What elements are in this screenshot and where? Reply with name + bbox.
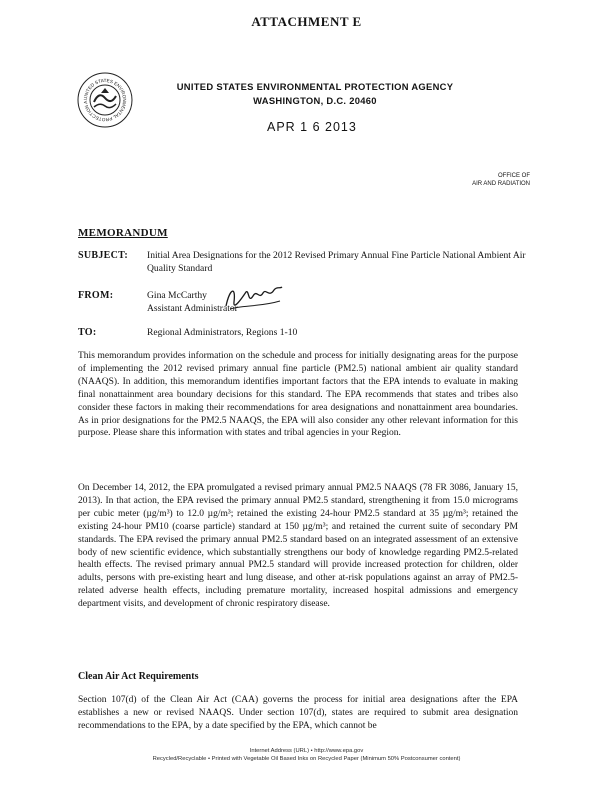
date-stamp: APR 1 6 2013 — [267, 120, 357, 134]
paragraph-section-107d: Section 107(d) of the Clean Air Act (CAA) governs the process for initial area designations after the EPA establishes a new or revised NAAQS. Under section 107(d), states are required to submit area designation recommendations to the EPA, by a date specified by the EPA, which cannot be — [78, 695, 518, 731]
section-heading: Clean Air Act Requirements — [78, 671, 199, 682]
memo-title: MEMORANDUM — [78, 227, 168, 239]
agency-city: WASHINGTON, D.C. 20460 — [253, 95, 377, 106]
attachment-label: ATTACHMENT E — [251, 14, 362, 29]
seal-text: UNITED STATES ENVIRONMENTAL PROTECTION A — [82, 77, 128, 123]
agency-name: UNITED STATES ENVIRONMENTAL PROTECTION AGENCY — [176, 81, 454, 92]
from-title: Assistant Administrator — [147, 302, 238, 314]
to-text: Regional Administrators, Regions 1-10 — [147, 327, 298, 338]
epa-seal-logo — [77, 72, 133, 128]
office-block — [440, 172, 530, 188]
paragraph-background: On December 14, 2012, the EPA promulgated a revised primary annual PM2.5 NAAQS (78 FR 3086, January 15, 2013). In that action, the EPA revised the primary annual PM2.5 standard, strengthening it from 15.0 micrograms per cubic meter (µg/m³) to 12.0 µg/m³; retained the existing 24-hour PM2.5 standard at 35 µg/m³; retained the existing 24-hour PM10 (coarse particle) standard at 150 µg/m³; and retained the current suite of secondary PM standards. The EPA revised the primary annual PM2.5 standard based on an integrated assessment of an extensive body of new scientific evidence, which substantially strengthens our body of knowledge regarding PM2.5-related health effects. The revised primary annual PM2.5 standard will provide increased protection for children, older adults, persons with pre-existing heart and lung disease, and other at-risk populations against an array of PM2.5-related adverse health effects, including premature mortality, increased hospital admissions and emergency department visits, and development of chronic respiratory disease. — [78, 483, 518, 610]
agency-block — [150, 80, 480, 108]
paragraph-intro: This memorandum provides information on the schedule and process for initially designating areas for the purpose of implementing the 2012 revised primary annual fine particle (PM2.5) national ambient air quality standard (NAAQS). In addition, this memorandum identifies important factors that the EPA intends to evaluate in making final nonattainment area boundary decisions for this standard. The EPA recommends that states and tribes also consider these factors in making their recommendations for area designations and nonattainment area boundaries. As in prior designations for the PM2.5 NAAQS, the EPA will also consider any other relevant information for this purpose. Please share this information with states and tribal agencies in your Region. — [78, 351, 518, 439]
footer-url-line: Internet Address (URL) • http://www.epa.gov — [249, 748, 364, 754]
subject-text: Initial Area Designations for the 2012 Revised Primary Annual Fine Particle National Ambient Air Quality Standard — [147, 250, 526, 274]
subject-label: SUBJECT: — [78, 250, 129, 261]
signature-mark — [222, 280, 284, 316]
from-name: Gina McCarthy — [147, 290, 207, 301]
office-line-2: AIR AND RADIATION — [472, 181, 530, 187]
page-footer — [40, 747, 573, 763]
to-label: TO: — [78, 327, 97, 338]
office-line-1: OFFICE OF — [498, 173, 530, 179]
from-label: FROM: — [78, 290, 114, 301]
footer-recycle-line: Recycled/Recyclable • Printed with Vegetable Oil Based Inks on Recycled Paper (Minimum 50% Postconsumer content) — [152, 756, 461, 762]
